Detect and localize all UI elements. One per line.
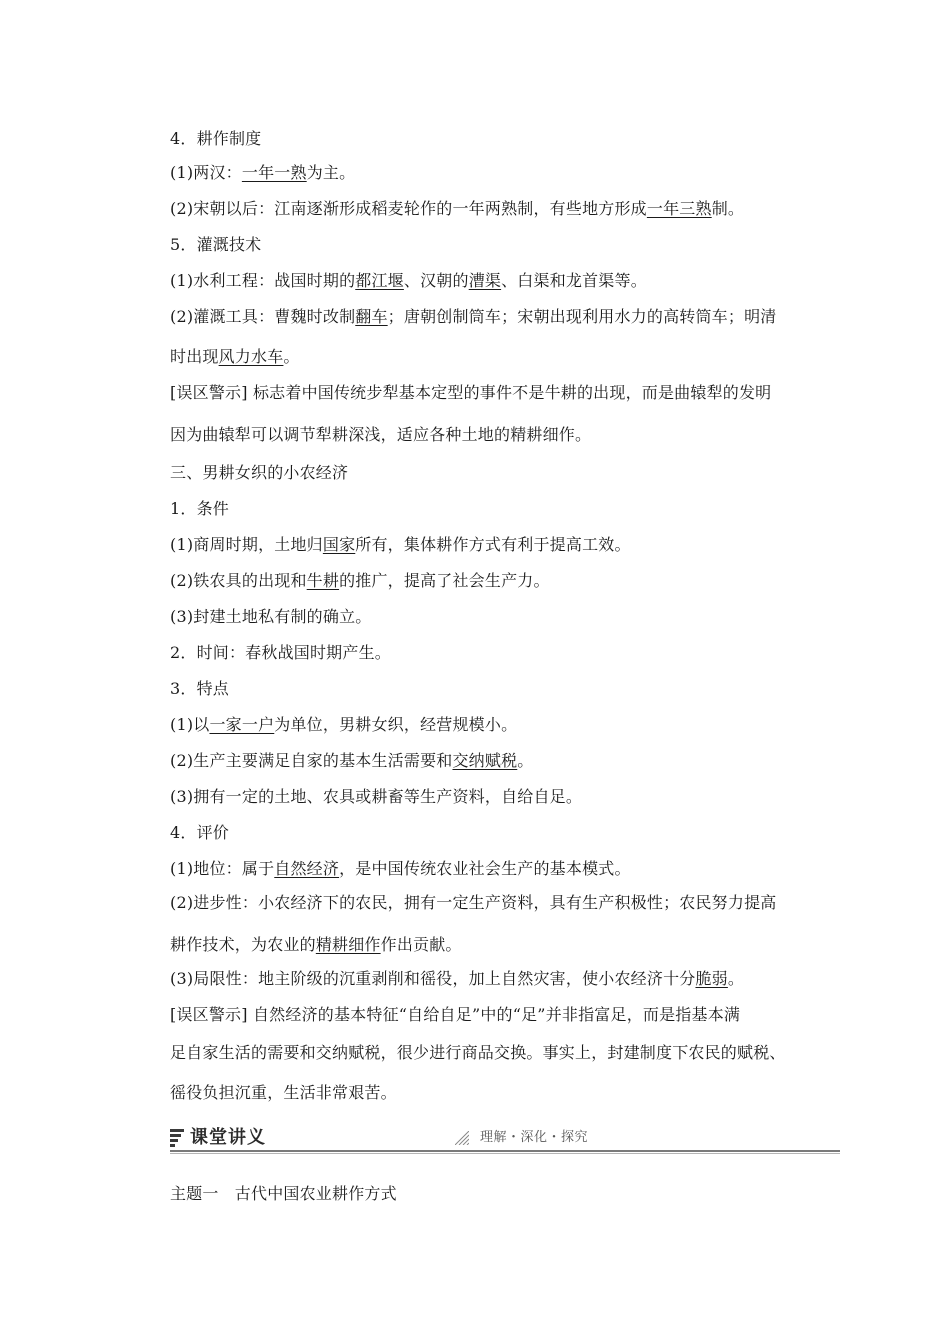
text-line xyxy=(170,968,744,990)
stripes-icon xyxy=(170,1129,184,1147)
text-segment: 为主。 xyxy=(306,163,356,182)
banner-rule xyxy=(170,1150,840,1152)
text-line xyxy=(170,306,776,328)
text-segment: 1．条件 xyxy=(170,499,229,518)
text-segment: 2．时间：春秋战国时期产生。 xyxy=(170,643,391,662)
text-segment: 4．耕作制度 xyxy=(170,129,262,148)
text-segment: 徭役负担沉重，生活非常艰苦。 xyxy=(170,1083,397,1102)
banner-title: 课堂讲义 xyxy=(190,1127,266,1148)
topic-heading: 主题一 古代中国农业耕作方式 xyxy=(170,1184,397,1203)
text-segment: 因为曲辕犁可以调节犁耕深浅，适应各种土地的精耕细作。 xyxy=(170,425,592,444)
text-segment: 4．评价 xyxy=(170,823,229,842)
text-line xyxy=(170,892,776,914)
text-line xyxy=(170,570,550,592)
banner-rule-thin xyxy=(170,1153,840,1154)
underlined-term: 一年一熟 xyxy=(241,163,307,182)
text-line xyxy=(170,606,371,628)
text-segment: 足自家生活的需要和交纳赋税，很少进行商品交换。事实上，封建制度下农民的赋税、 xyxy=(170,1043,786,1062)
text-segment: 、白渠和龙首渠等。 xyxy=(501,271,647,290)
text-segment: 为单位，男耕女织，经营规模小。 xyxy=(274,715,518,734)
text-line xyxy=(170,642,391,664)
text-segment: [误区警示] 标志着中国传统步犁基本定型的事件不是牛耕的出现，而是曲辕犁的发明 xyxy=(170,383,772,402)
text-segment: (2)宋朝以后：江南逐渐形成稻麦轮作的一年两熟制，有些地方形成 xyxy=(170,199,647,218)
text-line xyxy=(170,424,591,446)
text-segment: (2)铁农具的出现和 xyxy=(170,571,307,590)
text-segment: (2)生产主要满足自家的基本生活需要和 xyxy=(170,751,453,770)
text-line xyxy=(170,462,348,484)
text-segment: 。 xyxy=(727,969,745,988)
text-segment: 时出现 xyxy=(170,347,219,366)
text-segment: (2)灌溉工具：曹魏时改制 xyxy=(170,307,356,326)
underlined-term: 牛耕 xyxy=(306,571,340,590)
underlined-term: 翻车 xyxy=(355,307,388,326)
text-segment: 所有，集体耕作方式有利于提高工效。 xyxy=(355,535,631,554)
text-segment: ；唐朝创制筒车；宋朝出现利用水力的高转筒车；明清 xyxy=(387,307,777,326)
text-segment: [误区警示] 自然经济的基本特征“自给自足”中的“足”并非指富足，而是指基本满 xyxy=(170,1005,741,1024)
text-segment: ，是中国传统农业社会生产的基本模式。 xyxy=(339,859,631,878)
text-line xyxy=(170,1004,740,1026)
text-segment: (2)进步性：小农经济下的农民，拥有一定生产资料，具有生产积极性；农民努力提高 xyxy=(170,893,777,912)
text-line xyxy=(170,198,744,220)
text-line xyxy=(170,382,771,404)
text-line xyxy=(170,498,229,520)
text-segment: 耕作技术，为农业的 xyxy=(170,935,316,954)
underlined-term: 国家 xyxy=(322,535,356,554)
text-segment: 。 xyxy=(283,347,300,366)
underlined-term: 自然经济 xyxy=(274,859,340,878)
underlined-term: 都江堰 xyxy=(355,271,404,290)
text-line xyxy=(170,534,631,556)
underlined-term: 一年三熟 xyxy=(646,199,712,218)
text-segment: (1)地位：属于 xyxy=(170,859,275,878)
text-line xyxy=(170,858,631,880)
text-line xyxy=(170,678,229,700)
underlined-term: 脆弱 xyxy=(695,969,728,988)
text-line xyxy=(170,234,261,256)
underlined-term: 漕渠 xyxy=(468,271,502,290)
underlined-term: 风力水车 xyxy=(218,347,284,366)
text-segment: 5．灌溉技术 xyxy=(170,235,262,254)
text-segment: (1)两汉： xyxy=(170,163,242,182)
text-line xyxy=(170,786,582,808)
text-line xyxy=(170,714,517,736)
text-line xyxy=(170,270,647,292)
text-segment: (1)商周时期，土地归 xyxy=(170,535,323,554)
text-segment: 的推广，提高了社会生产力。 xyxy=(339,571,550,590)
text-line xyxy=(170,822,229,844)
text-segment: (1)水利工程：战国时期的 xyxy=(170,271,356,290)
text-line xyxy=(170,1082,397,1104)
text-segment: 、汉朝的 xyxy=(403,271,469,290)
text-segment: 3．特点 xyxy=(170,679,229,698)
text-segment: 作出贡献。 xyxy=(380,935,462,954)
section-banner xyxy=(170,1126,840,1152)
text-segment: (3)封建土地私有制的确立。 xyxy=(170,607,372,626)
text-line xyxy=(170,162,355,184)
underlined-term: 一家一户 xyxy=(209,715,275,734)
text-segment: (3)局限性：地主阶级的沉重剥削和徭役，加上自然灾害，使小农经济十分 xyxy=(170,969,696,988)
text-line xyxy=(170,750,533,772)
text-segment: (1)以 xyxy=(170,715,210,734)
text-segment: 制。 xyxy=(711,199,745,218)
hatch-icon xyxy=(455,1131,469,1145)
text-line xyxy=(170,934,462,956)
underlined-term: 交纳赋税 xyxy=(452,751,518,770)
text-segment: 。 xyxy=(517,751,534,770)
text-line xyxy=(170,346,300,368)
underlined-term: 精耕细作 xyxy=(315,935,381,954)
text-segment: 三、男耕女织的小农经济 xyxy=(170,463,349,482)
text-line xyxy=(170,128,261,150)
banner-subtitle: 理解・深化・探究 xyxy=(480,1130,589,1145)
text-segment: (3)拥有一定的土地、农具或耕畜等生产资料，自给自足。 xyxy=(170,787,583,806)
text-line xyxy=(170,1042,786,1064)
